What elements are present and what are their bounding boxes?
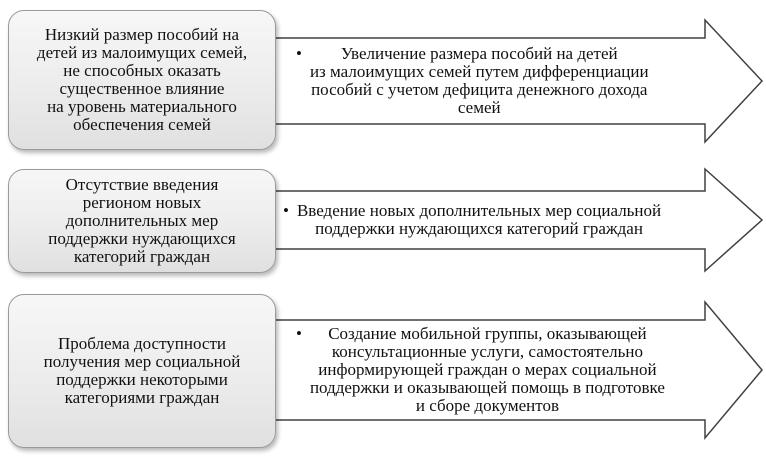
row-2-problem-box <box>8 169 276 273</box>
row-1-bullet: • <box>296 44 302 63</box>
row-3-bullet: • <box>296 324 302 343</box>
row-1-solution <box>296 38 716 124</box>
row-3-solution <box>296 320 716 420</box>
row-2-problem-text: Отсутствие введения регионом новых дополнительных мер поддержки нуждающихся категорий граждан <box>48 175 236 266</box>
row-2-solution <box>283 191 713 249</box>
diagram-row-2 <box>0 163 766 283</box>
row-2-solution-text: Введение новых дополнительных мер социальной поддержки нуждающихся категорий граждан <box>296 201 662 238</box>
diagram-row-3 <box>0 290 766 452</box>
diagram-row-1 <box>0 6 766 156</box>
row-1-problem-text: Низкий размер пособий на детей из малоимущих семей, не способных оказать существенное влияние на уровень материального обеспечения семей <box>36 25 248 134</box>
row-3-problem-text: Проблема доступности получения мер социальной поддержки некоторыми категориями граждан <box>43 334 241 407</box>
row-1-problem-box <box>8 10 276 150</box>
row-3-problem-box <box>8 294 276 448</box>
row-3-solution-text: Создание мобильной группы, оказывающей консультационные услуги, самостоятельно информирующей граждан о мерах социальной поддержки и оказывающей помощь в подготовке и сборе документов <box>309 324 665 415</box>
row-1-solution-text: Увеличение размера пособий на детей из малоимущих семей путем дифференциации пособий с учетом дефицита денежного дохода семей <box>309 44 649 117</box>
row-2-bullet: • <box>283 201 289 220</box>
